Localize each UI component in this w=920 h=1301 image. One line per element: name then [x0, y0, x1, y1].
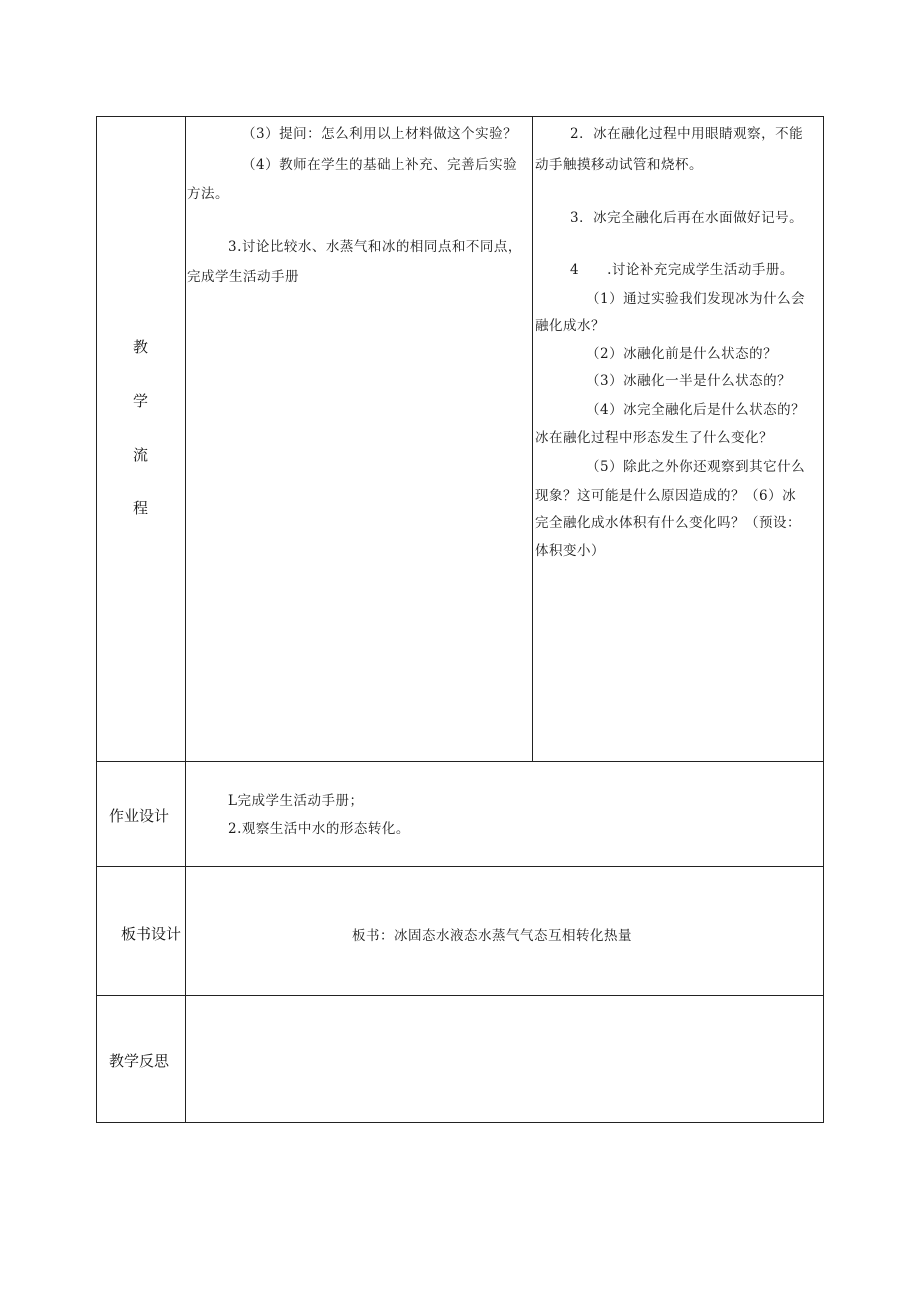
- row-divider-homework: [96, 866, 824, 867]
- content-column-divider: [532, 116, 533, 761]
- row-divider-board: [96, 995, 824, 996]
- left-line-2: （4）教师在学生的基础上补充、完善后实验: [242, 157, 518, 173]
- board-label: 板书设计: [121, 925, 182, 943]
- table-border-top: [96, 116, 824, 117]
- left-line-3: 方法。: [187, 186, 229, 202]
- right-line-2: 动手触摸移动试管和烧杯。: [535, 157, 703, 173]
- right-line-11: （5）除此之外你还观察到其它什么: [586, 459, 806, 475]
- board-text: 板书：冰固态水液态水蒸气气态互相转化热量: [352, 928, 632, 944]
- process-label-char-2: 学: [133, 392, 149, 410]
- process-label-char-3: 流: [133, 446, 149, 464]
- right-line-8: （3）冰融化一半是什么状态的？: [586, 373, 792, 389]
- homework-item-2: 2.观察生活中水的形态转化。: [228, 821, 410, 837]
- process-label-char-4: 程: [133, 499, 149, 517]
- table-border-right: [823, 116, 824, 1123]
- right-line-4: 4 .讨论补充完成学生活动手册。: [570, 262, 794, 278]
- row-divider-process: [96, 761, 824, 762]
- right-line-10: 冰在融化过程中形态发生了什么变化？: [535, 430, 773, 446]
- right-line-3: 3．冰完全融化后再在水面做好记号。: [570, 210, 804, 226]
- right-line-1: 2．冰在融化过程中用眼睛观察，不能: [570, 126, 804, 142]
- right-line-14: 体积变小）: [535, 543, 605, 559]
- right-line-6: 融化成水？: [535, 318, 605, 334]
- reflection-label: 教学反思: [109, 1052, 170, 1070]
- right-line-5: （1）通过实验我们发现冰为什么会: [586, 291, 806, 307]
- right-line-9: （4）冰完全融化后是什么状态的？: [586, 402, 806, 418]
- left-line-5: 完成学生活动手册: [187, 269, 299, 285]
- left-line-1: （3）提问：怎么利用以上材料做这个实验？: [242, 126, 518, 142]
- homework-label: 作业设计: [109, 807, 170, 825]
- label-column-divider: [185, 116, 186, 1123]
- process-label-char-1: 教: [133, 338, 149, 356]
- table-border-bottom: [96, 1122, 824, 1123]
- right-line-7: （2）冰融化前是什么状态的？: [586, 346, 778, 362]
- homework-item-1: L完成学生活动手册；: [228, 793, 364, 809]
- table-border-left: [96, 116, 97, 1123]
- left-line-4: 3.讨论比较水、水蒸气和冰的相同点和不同点，: [228, 239, 522, 255]
- right-line-12: 现象？这可能是什么原因造成的？（6）冰: [535, 488, 797, 504]
- right-line-13: 完全融化成水体积有什么变化吗？（预设：: [535, 515, 801, 531]
